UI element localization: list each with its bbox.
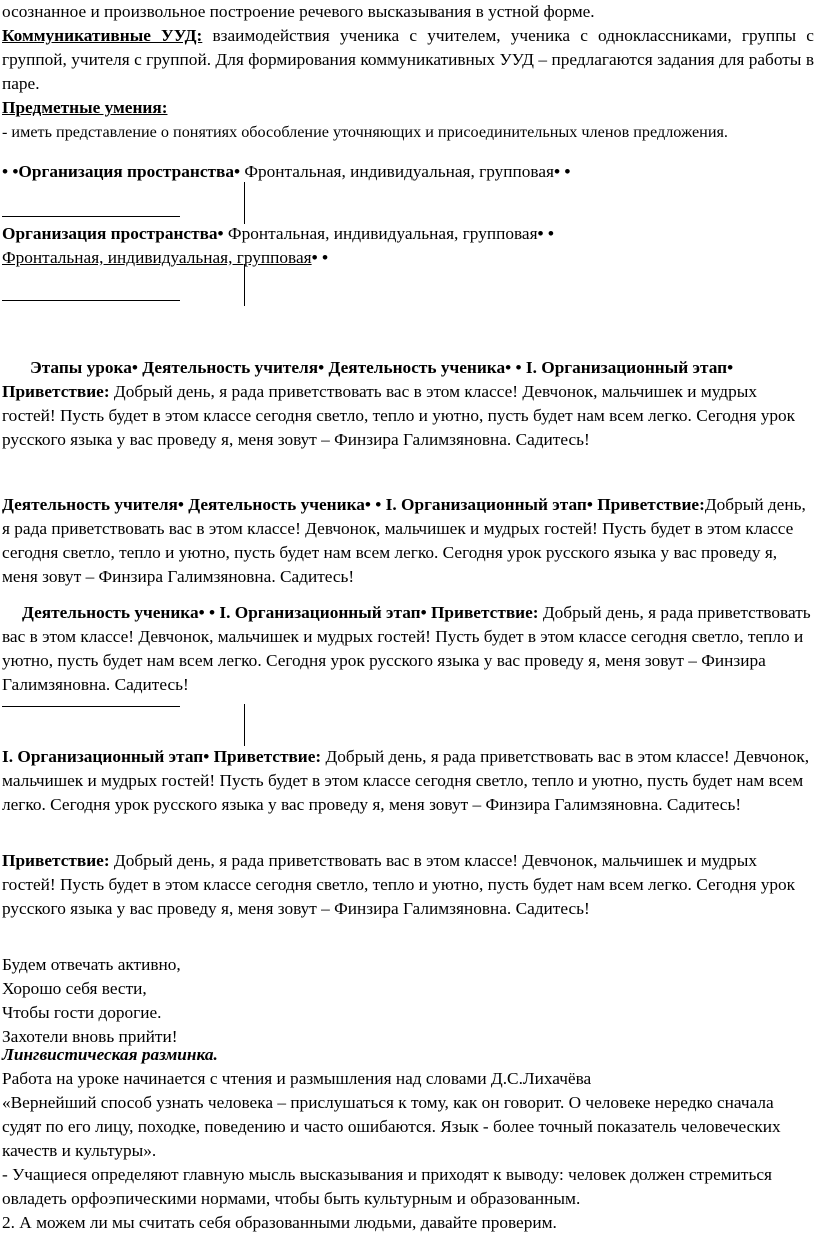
warmup-intro: Работа на уроке начинается с чтения и размышления над словами Д.С.Лихачёва [2,1069,592,1088]
subject-skills-label: Предметные умения: [2,98,168,117]
warmup-conclusion: - Учащиеся определяют главную мысль высказывания и приходят к выводу: человек должен стремиться овладеть орфоэпическими нормами, чтобы быть культурным и образованным. [2,1165,772,1208]
warmup-question: 2. А можем ли мы считать себя образованными людьми, давайте проверим. [2,1213,557,1232]
communicative-uud-label: Коммуникативные УУД: [2,26,203,45]
greeting-label: Приветствие: [426,603,539,622]
stage-title: Организационный этап [401,495,587,514]
organization-label: Организация пространства [2,224,218,243]
lesson-stages-paragraph: Этапы урока• Деятельность учителя• Деятельность ученика• • I. Организационный этап• Приветствие: Добрый день, я рада приветствовать вас в этом классе! Девчонок, мальчишек и мудрых гостей! Пусть будет в этом классе сегодня светло, тепло и уютно, пусть будет нам всем легко. Сегодня урок русского языка у вас проведу я, меня зовут – Финзира Галимзяновна. Садитесь! [2,358,796,449]
stage-title: Организационный этап [17,747,204,766]
pupil-activity-heading: Деятельность ученика [183,495,365,514]
horizontal-rule [2,216,180,217]
stage-title: Организационный этап [234,603,421,622]
warmup-title: Лингвистическая разминка. [2,1045,218,1064]
warmup-section [2,1043,814,1235]
organization-text: Фронтальная, индивидуальная, групповая [240,162,554,181]
poem-line: Будем отвечать активно, [2,955,181,974]
vertical-rule [244,182,245,224]
bullet-marks: • • [2,162,19,181]
greeting-text: Добрый день, я рада приветствовать вас в этом классе! Девчонок, мальчишек и мудрых гостей! Пусть будет в этом классе сегодня светло, тепло и уютно, пусть будет нам всем легко. Сегодня урок русского языка у вас проведу я, меня зовут – Финзира Галимзяновна. Садитесь! [2,603,811,694]
subject-skills-label-line [2,96,814,120]
pupil-activity-heading: Деятельность ученика [324,358,506,377]
poem-line: Чтобы гости дорогие. [2,1003,162,1022]
stage-title: Организационный этап [541,358,728,377]
pupil-activity-heading: Деятельность ученика [22,603,199,622]
greeting-paragraph [2,849,814,921]
subject-skills-text: - иметь представление о понятиях обособление уточняющих и присоединительных членов предложения. [2,123,728,141]
organization-text: Фронтальная, индивидуальная, групповая [2,248,312,267]
poem [2,953,814,1049]
stage-one-paragraph: I. Организационный этап• Приветствие: Добрый день, я рада приветствовать вас в этом классе! Девчонок, мальчишек и мудрых гостей! Пусть будет в этом классе сегодня светло, тепло и уютно, пусть будет нам всем легко. Сегодня урок русского языка у вас проведу я, меня зовут – Финзира Галимзяновна. Садитесь! [2,747,810,814]
pupil-activity-paragraph: Деятельность ученика• • I. Организационный этап• Приветствие: Добрый день, я рада приветствовать вас в этом классе! Девчонок, мальчишек и мудрых гостей! Пусть будет в этом классе сегодня светло, тепло и уютно, пусть будет нам всем легко. Сегодня урок русского языка у вас проведу я, меня зовут – Финзира Галимзяновна. Садитесь! [2,603,811,694]
greeting-label: Приветствие: [209,747,322,766]
greeting-text: Добрый день, я рада приветствовать вас в этом классе! Девчонок, мальчишек и мудрых гостей! Пусть будет в этом классе сегодня светло, тепло и уютно, пусть будет нам всем легко. Сегодня урок русского языка у вас проведу я, меня зовут – Финзира Галимзяновна. Садитесь! [2,495,806,586]
greeting-text: Добрый день, я рада приветствовать вас в этом классе! Девчонок, мальчишек и мудрых гостей! Пусть будет в этом классе сегодня светло, тепло и уютно, пусть будет нам всем легко. Сегодня урок русского языка у вас проведу я, меня зовут – Финзира Галимзяновна. Садитесь! [2,382,796,449]
horizontal-rule [2,300,180,301]
organization-line-2: Организация пространства• Фронтальная, индивидуальная, групповая• • [2,224,554,243]
teacher-activity-paragraph: Деятельность учителя• Деятельность ученика• • I. Организационный этап• Приветствие:Добрый день, я рада приветствовать вас в этом классе! Девчонок, мальчишек и мудрых гостей! Пусть будет в этом классе сегодня светло, тепло и уютно, пусть будет нам всем легко. Сегодня урок русского языка у вас проведу я, меня зовут – Финзира Галимзяновна. Садитесь! [2,495,806,586]
organization-line-3: Фронтальная, индивидуальная, групповая• • [2,248,329,267]
teacher-activity-heading: Деятельность учителя [137,358,319,377]
stages-heading: Этапы урока [30,358,132,377]
poem-line: Хорошо себя вести, [2,979,147,998]
communicative-uud-paragraph [2,24,814,96]
greeting-text: Добрый день, я рада приветствовать вас в этом классе! Девчонок, мальчишек и мудрых гостей! Пусть будет в этом классе сегодня светло, тепло и уютно, пусть будет нам всем легко. Сегодня урок русского языка у вас проведу я, меня зовут – Финзира Галимзяновна. Садитесь! [2,747,810,814]
vertical-rule [244,264,245,306]
greeting-label: Приветствие: [592,495,705,514]
warmup-quote: «Вернейший способ узнать человека – прислушаться к тому, как он говорит. О человеке нередко сначала судят по его лицу, походке, поведению и часто ошибаются. Язык - более точный показатель человеческих качеств и культуры». [2,1093,781,1160]
horizontal-rule [2,706,180,707]
intro-line: осознанное и произвольное построение речевого высказывания в устной форме. [2,2,595,21]
greeting-label: Приветствие: [2,382,110,401]
communicative-uud-text: взаимодействия ученика с учителем, ученика с одноклассниками, группы с группой, учителя с группой. Для формирования коммуникативных УУД – предлагаются задания для работы в паре. [2,26,814,93]
vertical-rule [244,704,245,746]
greeting-label: Приветствие: [2,851,110,870]
greeting-text: Добрый день, я рада приветствовать вас в этом классе! Девчонок, мальчишек и мудрых гостей! Пусть будет в этом классе сегодня светло, тепло и уютно, пусть будет нам всем легко. Сегодня урок русского языка у вас проведу я, меня зовут – Финзира Галимзяновна. Садитесь! [2,851,796,918]
teacher-activity-heading: Деятельность учителя [2,495,178,514]
organization-label: Организация пространства [18,162,234,181]
organization-line-1: • •Организация пространства• Фронтальная, индивидуальная, групповая• • [2,162,571,181]
poem-line: Захотели вновь прийти! [2,1027,178,1046]
organization-text: Фронтальная, индивидуальная, групповая [223,224,538,243]
